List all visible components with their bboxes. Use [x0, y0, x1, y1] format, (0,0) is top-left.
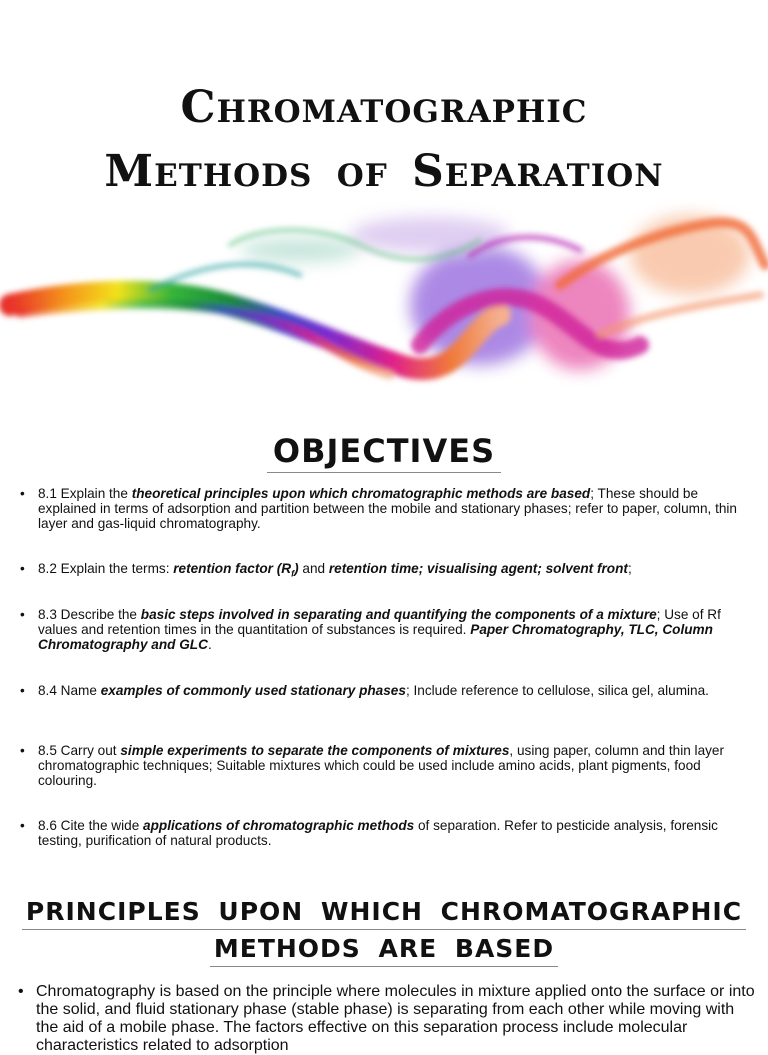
- objective-emphasis: retention factor (R: [173, 561, 292, 576]
- objective-emphasis: Paper Chromatography, TLC, Column Chromatography and GLC: [38, 622, 713, 652]
- subscript: f: [291, 568, 295, 579]
- bullet: •: [20, 486, 25, 501]
- objective-emphasis: simple experiments to separate the components of mixtures: [120, 743, 510, 758]
- objective-text: .: [207, 637, 212, 652]
- bullet: •: [18, 983, 24, 1000]
- title-line-2: Methods of Separation: [104, 146, 664, 197]
- objective-text: ; Include reference to cellulose, silica gel, alumina.: [405, 683, 709, 698]
- bullet: •: [20, 743, 25, 758]
- principles-text: Chromatography is based on the principle where molecules in mixture applied onto the surface or into the solid, and fluid stationary phase (stable phase) is separating from each other while moving with the aid of a mobile phase. The factors effective on this separation process include molecular characteristics related to adsorption: [36, 983, 755, 1054]
- title-line-1: Chromatographic: [180, 82, 588, 133]
- objective-item-8-2: [20, 561, 756, 582]
- colorful-smoke-image: [0, 195, 768, 435]
- principles-heading-line-2: METHODS ARE BASED: [210, 934, 558, 967]
- objective-text: 8.1 Explain the: [38, 486, 132, 501]
- objective-emphasis: applications of chromatographic methods: [143, 818, 415, 833]
- objective-text: ; These should be explained in terms of adsorption and partition between the mobile and stationary phases; refer to paper, column, thin layer and gas-liquid chromatography.: [38, 486, 737, 531]
- objectives-heading: OBJECTIVES: [267, 432, 501, 473]
- objective-emphasis: ): [294, 561, 299, 576]
- objective-text: 8.5 Carry out: [38, 743, 121, 758]
- objective-text: 8.2 Explain the terms:: [38, 561, 174, 576]
- objective-emphasis: examples of commonly used stationary phases: [100, 683, 406, 698]
- objective-text: ; Use of Rf values and retention times in the quantitation of substances is required.: [38, 607, 721, 637]
- bullet: •: [20, 818, 25, 833]
- objective-text: 8.6 Cite the wide: [38, 818, 144, 833]
- objective-text: and: [298, 561, 329, 576]
- objective-item-8-3: [20, 607, 756, 652]
- objective-item-8-1: [20, 486, 756, 531]
- bullet: •: [20, 683, 25, 698]
- objective-text: ;: [627, 561, 632, 576]
- objective-item-8-4: [20, 683, 756, 698]
- objective-text: , using paper, column and thin layer chromatographic techniques; Suitable mixtures which could be used include amino acids, plant pigments, food colouring.: [38, 743, 725, 788]
- objective-item-8-5: [20, 743, 756, 788]
- principles-heading-line-1: PRINCIPLES UPON WHICH CHROMATOGRAPHIC: [22, 897, 746, 930]
- objective-emphasis: basic steps involved in separating and quantifying the components of a mixture: [140, 607, 657, 622]
- objective-text: 8.4 Name: [38, 683, 101, 698]
- bullet: •: [20, 607, 25, 622]
- bullet: •: [20, 561, 25, 576]
- objective-text: 8.3 Describe the: [38, 607, 141, 622]
- principles-paragraph: [18, 983, 758, 1055]
- objective-item-8-6: [20, 818, 756, 848]
- objective-text: of separation. Refer to pesticide analysis, forensic testing, purification of natural products.: [38, 818, 718, 848]
- objective-emphasis: theoretical principles upon which chromatographic methods are based: [131, 486, 591, 501]
- objective-emphasis: retention time; visualising agent; solvent front: [328, 561, 628, 576]
